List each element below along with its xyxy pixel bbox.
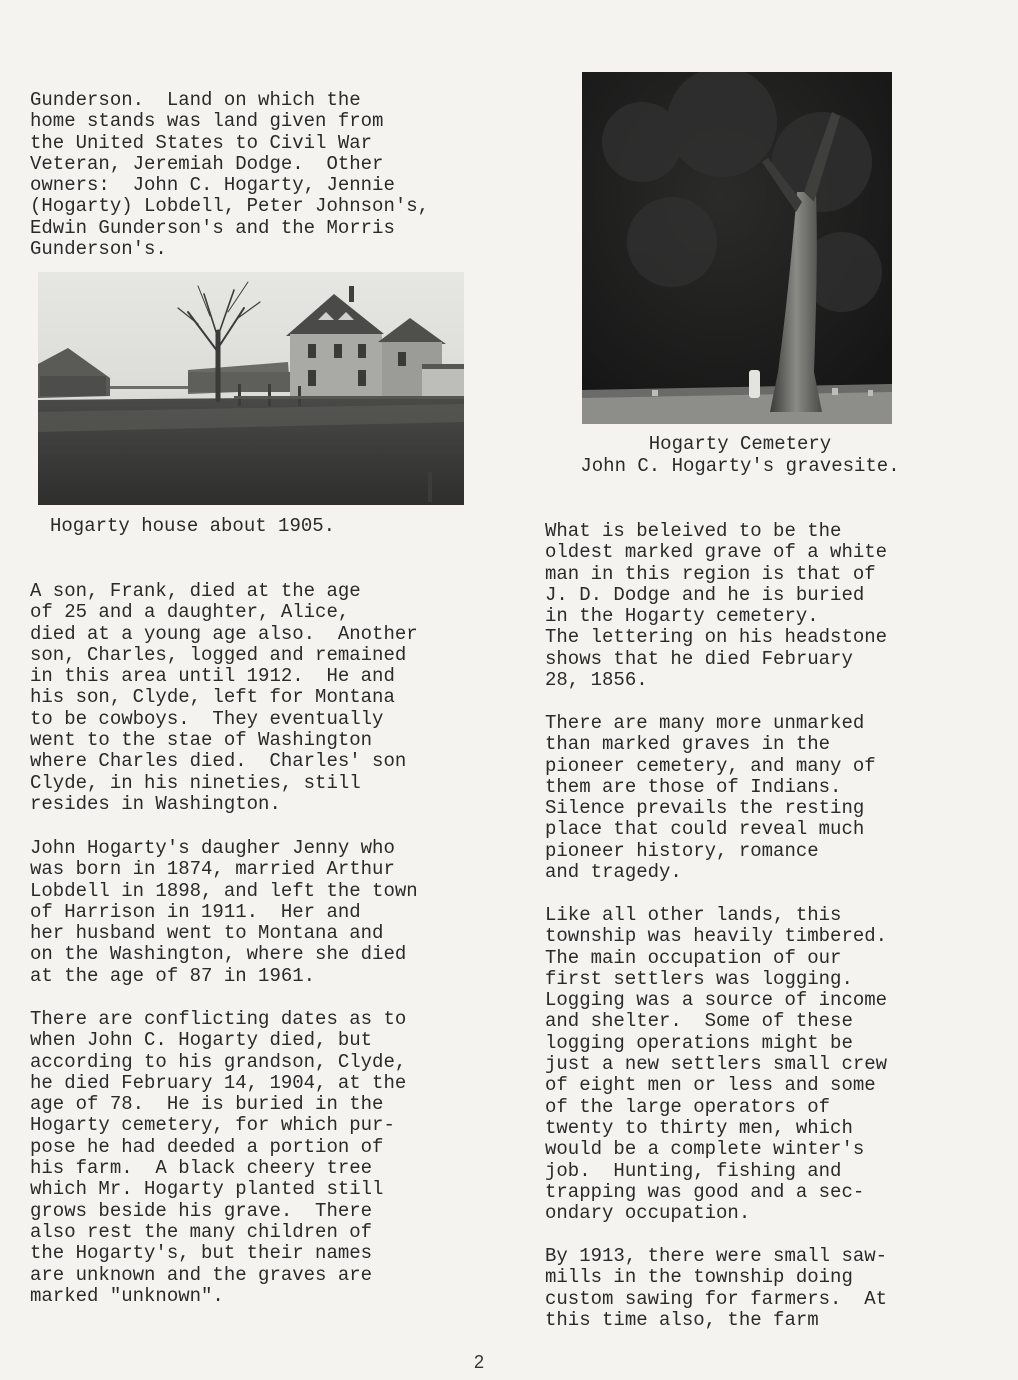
paragraph-death-dates: There are conflicting dates as to when John C. Hogarty died, but according to his grandson, Clyde, he died February 14, 1904, at the age of 78. He is buried in the Hogarty cemetery, for which pur- pose he had deeded a portion of his farm. A black cheery tree which Mr. Hogarty planted still grows beside his grave. There also rest the many children of the Hogarty's, but their names are unknown and the graves are marked "unknown".	[30, 1008, 407, 1307]
paragraph-jenny: John Hogarty's daugher Jenny who was born in 1874, married Arthur Lobdell in 1898, and left the town of Harrison in 1911. Her and her husband went to Montana and on the Washington, where she died at the age of 87 in 1961.	[30, 837, 418, 987]
paragraph-unmarked-graves: There are many more unmarked than marked graves in the pioneer cemetery, and many of them are those of Indians. Silence prevails the resting place that could reveal much pioneer history, romance and tragedy.	[545, 712, 876, 884]
paragraph-logging: Like all other lands, this township was heavily timbered. The main occupation of our first settlers was logging. Logging was a source of income and shelter. Some of these logging operations might be just a new settlers small crew of eight men or less and some of the large operators of twenty to thirty men, which would be a complete winter's job. Hunting, fishing and trapping was good and a sec- ondary occupation.	[545, 904, 888, 1225]
page-number: 2	[474, 1352, 485, 1372]
paragraph-sawmills: By 1913, there were small saw- mills in the township doing custom sawing for farmers. At this time also, the farm	[545, 1245, 888, 1331]
intro-paragraph: Gunderson. Land on which the home stands was land given from the United States to Civil War Veteran, Jeremiah Dodge. Other owners: John C. Hogarty, Jennie (Hogarty) Lobdell, Peter Johnson's, Edwin Gunderson's and the Morris Gunderson's.	[30, 89, 430, 261]
house-photo-caption: Hogarty house about 1905.	[50, 515, 336, 537]
cemetery-photo-caption: Hogarty Cemetery John C. Hogarty's gravesite.	[580, 433, 900, 477]
hogarty-cemetery-photo	[582, 72, 892, 424]
paragraph-oldest-grave: What is beleived to be the oldest marked grave of a white man in this region is that of J. D. Dodge and he is buried in the Hogarty cemetery. The lettering on his headstone shows that he died February 28, 1856.	[545, 520, 888, 692]
hogarty-house-photo	[38, 272, 464, 505]
paragraph-frank: A son, Frank, died at the age of 25 and a daughter, Alice, died at a young age also. Another son, Charles, logged and remained in this area until 1912. He and his son, Clyde, left for Montana to be cowboys. They eventually went to the stae of Washington where Charles died. Charles' son Clyde, in his nineties, still resides in Washington.	[30, 580, 418, 815]
